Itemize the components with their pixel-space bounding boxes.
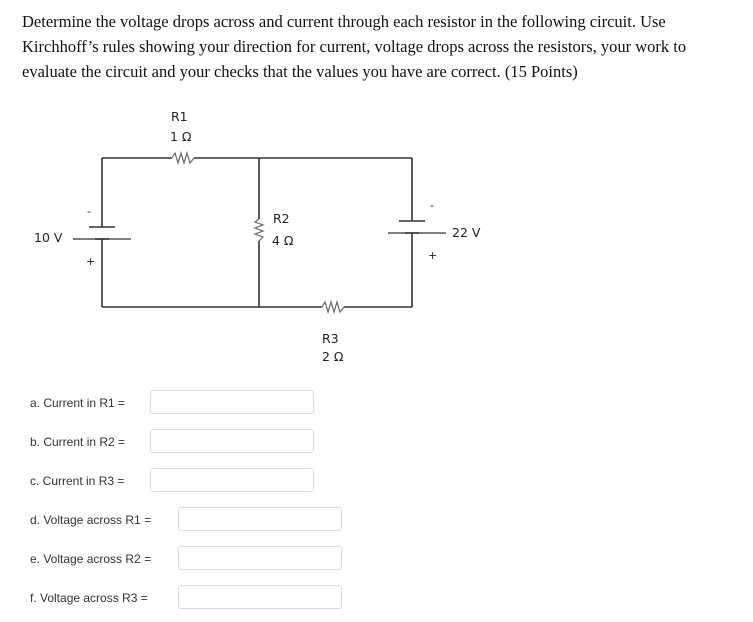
resistor-r1-symbol xyxy=(172,153,194,163)
answer-label: b. Current in R2 = xyxy=(30,435,126,449)
battery-left-plus: + xyxy=(86,255,96,268)
battery-left-minus: - xyxy=(87,205,91,218)
battery-right-label: 22 V xyxy=(452,225,481,240)
voltage-r3-input[interactable] xyxy=(178,585,342,609)
battery-right-minus: - xyxy=(430,199,434,212)
current-r3-input[interactable] xyxy=(150,468,314,492)
question-line: Kirchhoff’s rules showing your direction for current, voltage drops across the resistors, your work to xyxy=(22,37,687,56)
r1-name: R1 xyxy=(171,109,188,124)
voltage-r2-input[interactable] xyxy=(178,546,342,570)
question-line: Determine the voltage drops across and current through each resistor in the following circuit. Use xyxy=(22,12,666,31)
answer-label: d. Voltage across R1 = xyxy=(30,513,152,527)
current-r2-input[interactable] xyxy=(150,429,314,453)
answer-label: c. Current in R3 = xyxy=(30,474,125,488)
resistor-r3-symbol xyxy=(322,302,344,312)
question-line: evaluate the circuit and your checks that the values you have are correct. (15 Points) xyxy=(22,62,578,81)
battery-right-plus: + xyxy=(428,249,438,262)
r3-name: R3 xyxy=(322,331,339,346)
current-r1-input[interactable] xyxy=(150,390,314,414)
answer-label: e. Voltage across R2 = xyxy=(30,552,152,566)
r1-value: 1 Ω xyxy=(170,129,192,144)
r2-name: R2 xyxy=(273,211,290,226)
voltage-r1-input[interactable] xyxy=(178,507,342,531)
battery-left-label: 10 V xyxy=(34,230,63,245)
r3-value: 2 Ω xyxy=(322,349,344,364)
resistor-r2-symbol xyxy=(255,219,263,241)
answer-label: a. Current in R1 = xyxy=(30,396,126,410)
answer-label: f. Voltage across R3 = xyxy=(30,591,148,605)
r2-value: 4 Ω xyxy=(272,233,294,248)
